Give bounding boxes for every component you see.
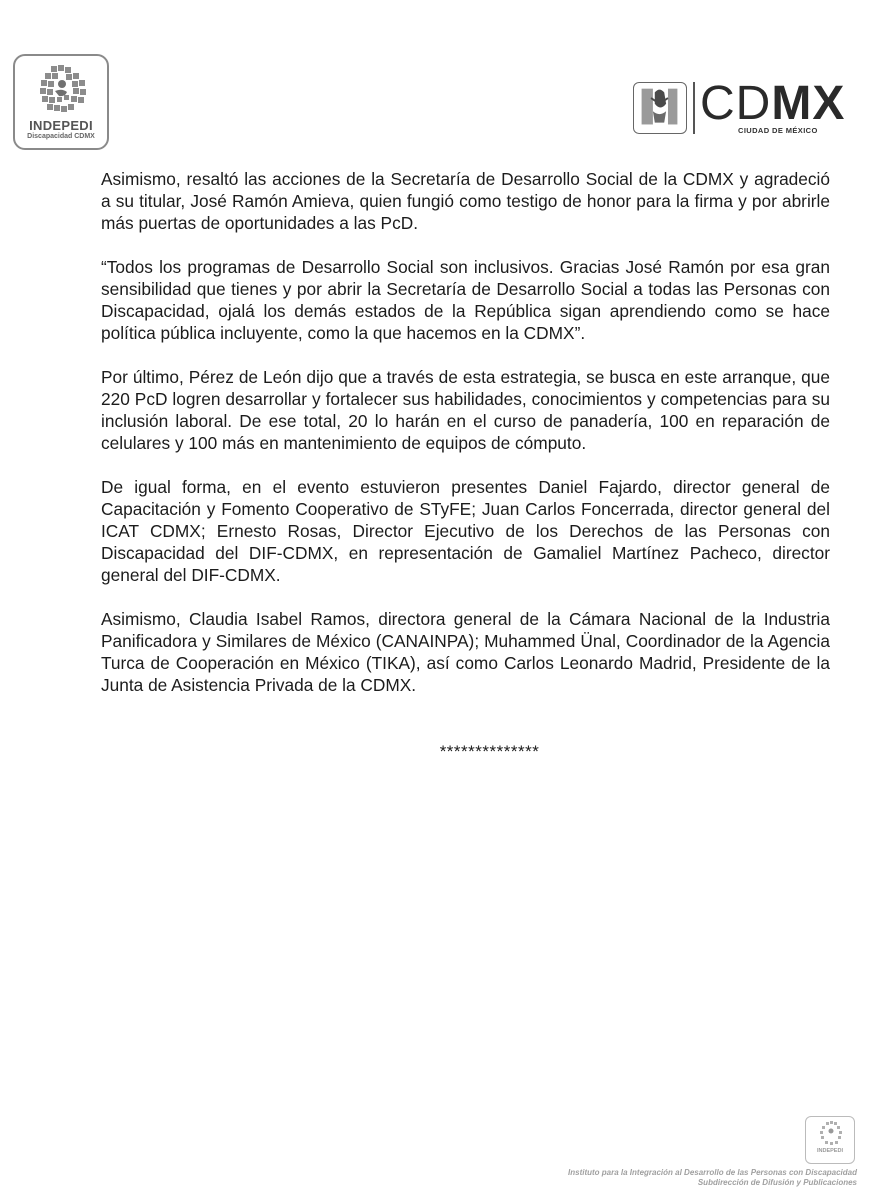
cdmx-logo xyxy=(630,77,860,142)
cdmx-city-subtitle: CIUDAD DE MÉXICO xyxy=(738,126,818,135)
indepedi-mosaic-icon xyxy=(37,64,87,116)
paragraph-4: De igual forma, en el evento estuvieron presentes Daniel Fajardo, director general de Capacitación y Fomento Cooperativo de STyFE; Juan Carlos Foncerrada, director general del ICAT CDMX; Ernesto Rosas, Director Ejecutivo de los Derechos de las Personas con Discapacidad del DIF-CDMX, en representación de Gamaliel Martínez Pacheco, director general del DIF-CDMX. xyxy=(101,477,830,585)
footer-indepedi-logo xyxy=(805,1116,855,1164)
document-body xyxy=(101,168,830,718)
cdmx-emblem xyxy=(633,82,687,134)
paragraph-3: Por último, Pérez de León dijo que a través de esta estrategia, se busca en este arranque, que 220 PcD logren desarrollar y fortalecer sus habilidades, conocimientos y competencias para su inclusión laboral. De ese total, 20 lo harán en el curso de panadería, 100 en reparación de celulares y 100 más en mantenimiento de equipos de cómputo. xyxy=(101,367,830,453)
paragraph-2: “Todos los programas de Desarrollo Social son inclusivos. Gracias José Ramón por esa gran sensibilidad que tienes y por abrir la Secretaría de Desarrollo Social a todas las Personas con Discapacidad, ojalá los demás estados de la República sigan aprendiendo como se hace política pública incluyente, como la que hacemos en la CDMX”. xyxy=(101,257,830,343)
end-separator: ************** xyxy=(439,742,540,761)
footer-text xyxy=(568,1168,857,1188)
indepedi-logo-name: INDEPEDI xyxy=(29,118,93,133)
indepedi-logo xyxy=(13,54,109,150)
cdmx-wordmark-cd: CD xyxy=(700,77,772,130)
footer-logo-name: INDEPEDI xyxy=(817,1148,843,1154)
footer-institute-line: Instituto para la Integración al Desarrollo de las Personas con Discapacidad xyxy=(568,1168,857,1177)
paragraph-5: Asimismo, Claudia Isabel Ramos, directora general de la Cámara Nacional de la Industria Panificadora y Similares de México (CANAINPA); Muhammed Ünal, Coordinador de la Agencia Turca de Cooperación en México (TIKA), así como Carlos Leonardo Madrid, Presidente de la Junta de Asistencia Privada de la CDMX. xyxy=(101,609,830,695)
cdmx-wordmark xyxy=(700,76,845,132)
logo-divider xyxy=(693,82,695,134)
footer-department-line: Subdirección de Difusión y Publicaciones xyxy=(697,1178,857,1187)
cdmx-wordmark-mx: MX xyxy=(771,77,846,130)
footer-mosaic-icon xyxy=(819,1121,843,1147)
coat-of-arms-icon xyxy=(634,83,685,132)
paragraph-1: Asimismo, resaltó las acciones de la Secretaría de Desarrollo Social de la CDMX y agradeció a su titular, José Ramón Amieva, quien fungió como testigo de honor para la firma y por abrirle más puertas de oportunidades a las PcD. xyxy=(101,169,830,233)
indepedi-logo-subtitle: Discapacidad CDMX xyxy=(27,133,95,140)
